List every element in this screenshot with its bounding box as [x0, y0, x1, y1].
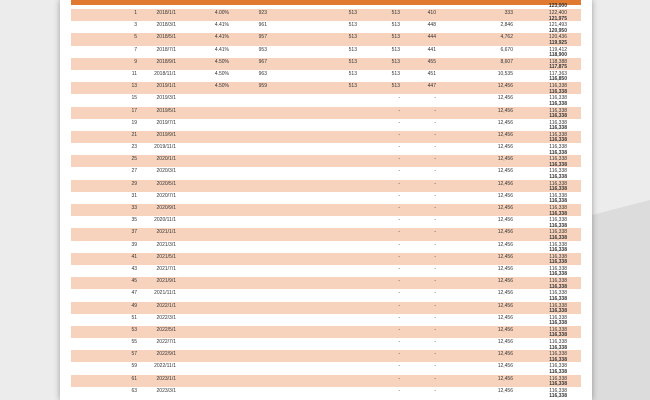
- cell-date: 2018/9/1: [156, 58, 176, 65]
- cell-c: 448: [427, 22, 436, 29]
- cell-b: -: [398, 180, 400, 187]
- cell-d: 6,670: [500, 46, 513, 53]
- cell-date: 2022/1/1: [156, 302, 176, 309]
- cell-b: -: [398, 205, 400, 211]
- cell-bal-out: 116,338: [549, 229, 567, 236]
- cell-c: -: [434, 351, 436, 358]
- cell-bal-out: 116,338: [549, 387, 567, 394]
- cell-rate: 4.41%: [214, 34, 229, 41]
- cell-date: 2020/11/1: [154, 217, 176, 224]
- table-row: [71, 82, 581, 94]
- cell-c: -: [434, 278, 436, 285]
- cell-bal-next: 116,338: [549, 271, 567, 278]
- cell-no: 49: [131, 302, 137, 309]
- cell-no: 33: [131, 205, 137, 211]
- cell-b: 513: [391, 10, 400, 16]
- cell-pay: 963: [258, 70, 267, 77]
- cell-bal-out: 116,338: [549, 144, 567, 151]
- cell-d: 12,456: [497, 168, 513, 175]
- table-row: [71, 216, 581, 228]
- cell-bal-out: 116,338: [549, 302, 567, 309]
- cell-b: -: [398, 387, 400, 394]
- cell-no: 51: [131, 314, 137, 321]
- cell-d: 4,762: [500, 34, 513, 41]
- cell-no: 41: [131, 253, 137, 260]
- cell-date: 2021/9/1: [156, 278, 176, 285]
- cell-c: 441: [427, 46, 436, 53]
- cell-d: 12,456: [497, 144, 513, 151]
- cell-bal-out: 120,436: [548, 34, 567, 41]
- cell-date: 2021/11/1: [154, 290, 176, 297]
- cell-a: 513: [348, 34, 357, 41]
- cell-c: -: [434, 144, 436, 151]
- cell-bal-out: 116,338: [549, 241, 567, 248]
- cell-bal-out: 116,338: [549, 375, 567, 382]
- cell-date: 2019/7/1: [156, 119, 176, 126]
- cell-a: 513: [348, 70, 357, 77]
- cell-bal-next: 116,338: [549, 173, 567, 180]
- cell-c: -: [434, 119, 436, 126]
- cell-a: 513: [348, 10, 357, 16]
- cell-no: 1: [134, 10, 137, 16]
- cell-b: -: [398, 375, 400, 382]
- cell-rate: 4.50%: [214, 83, 229, 90]
- cell-no: 63: [131, 387, 137, 394]
- cell-b: -: [398, 302, 400, 309]
- cell-date: 2019/5/1: [156, 107, 176, 114]
- table-row: [71, 314, 581, 326]
- cell-bal-out: 116,338: [549, 156, 567, 163]
- cell-no: 29: [131, 180, 137, 187]
- cell-d: 12,456: [497, 290, 513, 297]
- cell-bal-next: 121,975: [548, 15, 567, 22]
- cell-pay: 967: [258, 58, 267, 65]
- cell-d: 12,456: [497, 95, 513, 102]
- cell-no: 47: [131, 290, 137, 297]
- cell-date: 2018/5/1: [156, 34, 176, 41]
- cell-date: 2021/3/1: [156, 241, 176, 248]
- cell-no: 21: [131, 131, 137, 138]
- cell-b: -: [398, 253, 400, 260]
- cell-bal-next: 116,338: [549, 247, 567, 254]
- cell-b: 513: [391, 83, 400, 90]
- cell-date: 2020/7/1: [156, 192, 176, 199]
- table-row: [71, 204, 581, 216]
- cell-c: -: [434, 107, 436, 114]
- cell-a: 513: [348, 58, 357, 65]
- cell-date: 2018/3/1: [156, 22, 176, 29]
- cell-pay: 953: [258, 46, 267, 53]
- cell-d: 12,456: [497, 180, 513, 187]
- cell-b: 513: [391, 46, 400, 53]
- cell-bal-next: 116,338: [549, 368, 567, 375]
- table-row: [71, 9, 581, 21]
- cell-date: 2018/1/1: [156, 10, 176, 16]
- cell-d: 12,456: [497, 326, 513, 333]
- cell-no: 43: [131, 265, 137, 272]
- cell-date: 2022/11/1: [154, 363, 176, 370]
- cell-bal-out: 116,338: [549, 290, 567, 297]
- cell-d: 12,456: [497, 302, 513, 309]
- cell-c: 410: [427, 10, 436, 16]
- spreadsheet-page: [60, 0, 592, 400]
- opening-balance: 123,000: [548, 3, 567, 9]
- cell-bal-next: 116,338: [549, 149, 567, 156]
- cell-bal-next: 116,338: [549, 186, 567, 193]
- cell-c: 455: [427, 58, 436, 65]
- table-row: [71, 70, 581, 82]
- table-row: [71, 131, 581, 143]
- cell-no: 19: [131, 119, 137, 126]
- cell-a: 513: [348, 22, 357, 29]
- table-row: [71, 107, 581, 119]
- cell-pay: 961: [258, 22, 267, 29]
- table-row: [71, 33, 581, 45]
- cell-date: 2021/1/1: [156, 229, 176, 236]
- cell-d: 12,456: [497, 229, 513, 236]
- cell-bal-next: 120,950: [548, 27, 567, 34]
- table-row: [71, 46, 581, 58]
- cell-bal-next: 116,338: [549, 210, 567, 217]
- cell-a: 513: [348, 83, 357, 90]
- cell-date: 2019/9/1: [156, 131, 176, 138]
- cell-no: 3: [134, 22, 137, 29]
- cell-bal-out: 121,493: [548, 22, 567, 29]
- cell-b: -: [398, 265, 400, 272]
- cell-c: -: [434, 241, 436, 248]
- cell-no: 35: [131, 217, 137, 224]
- cell-no: 53: [131, 326, 137, 333]
- cell-no: 37: [131, 229, 137, 236]
- cell-no: 5: [134, 34, 137, 41]
- cell-date: 2022/9/1: [156, 351, 176, 358]
- cell-bal-next: 116,338: [549, 295, 567, 302]
- cell-bal-out: 116,338: [549, 217, 567, 224]
- cell-bal-next: 117,875: [549, 64, 567, 71]
- cell-d: 12,456: [497, 253, 513, 260]
- table-row: [71, 289, 581, 301]
- cell-bal-next: 116,338: [549, 393, 567, 400]
- cell-date: 2019/3/1: [156, 95, 176, 102]
- cell-c: -: [434, 302, 436, 309]
- cell-d: 12,456: [497, 278, 513, 285]
- cell-c: -: [434, 168, 436, 175]
- cell-date: 2022/3/1: [156, 314, 176, 321]
- cell-bal-out: 116,338: [549, 314, 567, 321]
- cell-bal-next: 116,338: [549, 198, 567, 205]
- cell-d: 12,456: [497, 314, 513, 321]
- cell-date: 2021/7/1: [156, 265, 176, 272]
- cell-no: 59: [131, 363, 137, 370]
- cell-bal-out: 118,388: [549, 58, 567, 65]
- cell-bal-next: 116,338: [549, 113, 567, 119]
- cell-rate: 4.50%: [214, 70, 229, 77]
- cell-bal-out: 119,412: [549, 46, 567, 53]
- table-row: [71, 143, 581, 155]
- cell-bal-next: 116,338: [549, 222, 567, 229]
- cell-c: -: [434, 265, 436, 272]
- cell-c: -: [434, 156, 436, 163]
- table-row: [71, 241, 581, 253]
- cell-date: 2020/5/1: [156, 180, 176, 187]
- table-row: [71, 326, 581, 338]
- table-row: [71, 155, 581, 167]
- cell-bal-out: 116,338: [549, 107, 567, 114]
- cell-d: 12,456: [497, 205, 513, 211]
- cell-b: 513: [391, 34, 400, 41]
- cell-bal-next: 116,338: [549, 259, 567, 266]
- cell-no: 7: [134, 46, 137, 53]
- cell-d: 12,456: [497, 156, 513, 163]
- cell-date: 2018/7/1: [156, 46, 176, 53]
- cell-no: 11: [131, 70, 137, 77]
- cell-pay: 957: [258, 34, 267, 41]
- cell-date: 2021/5/1: [156, 253, 176, 260]
- cell-c: -: [434, 205, 436, 211]
- cell-no: 57: [131, 351, 137, 358]
- cell-bal-next: 119,925: [549, 39, 567, 46]
- cell-date: 2020/1/1: [156, 156, 176, 163]
- table-row: [71, 265, 581, 277]
- cell-bal-out: 116,338: [549, 278, 567, 285]
- cell-b: -: [398, 278, 400, 285]
- cell-bal-next: 116,338: [549, 344, 567, 351]
- cell-c: -: [434, 314, 436, 321]
- cell-no: 27: [131, 168, 137, 175]
- cell-bal-next: 116,338: [549, 234, 567, 241]
- cell-b: -: [398, 156, 400, 163]
- cell-c: -: [434, 131, 436, 138]
- cell-rate: 4.00%: [214, 10, 229, 16]
- cell-rate: 4.50%: [214, 58, 229, 65]
- cell-date: 2018/11/1: [154, 70, 176, 77]
- cell-c: -: [434, 217, 436, 224]
- cell-no: 9: [134, 58, 137, 65]
- cell-d: 12,456: [497, 241, 513, 248]
- cell-c: -: [434, 375, 436, 382]
- cell-c: -: [434, 192, 436, 199]
- cell-date: 2020/3/1: [156, 168, 176, 175]
- cell-bal-out: 117,363: [549, 70, 567, 77]
- cell-bal-out: 116,338: [549, 131, 567, 138]
- table-row: [71, 253, 581, 265]
- cell-rate: 4.41%: [214, 46, 229, 53]
- cell-c: 447: [427, 83, 436, 90]
- cell-bal-out: 116,338: [549, 265, 567, 272]
- cell-date: 2022/5/1: [156, 326, 176, 333]
- cell-c: -: [434, 253, 436, 260]
- cell-d: 12,456: [497, 351, 513, 358]
- cell-b: -: [398, 192, 400, 199]
- cell-b: -: [398, 314, 400, 321]
- cell-bal-next: 118,900: [549, 52, 567, 59]
- cell-d: 12,456: [497, 83, 513, 90]
- cell-c: -: [434, 387, 436, 394]
- cell-bal-next: 116,338: [549, 283, 567, 290]
- cell-bal-out: 116,338: [549, 192, 567, 199]
- table-row: [71, 21, 581, 33]
- cell-date: 2019/1/1: [156, 83, 176, 90]
- cell-no: 39: [131, 241, 137, 248]
- table-row: [71, 192, 581, 204]
- table-row: [71, 119, 581, 131]
- cell-pay: 923: [258, 10, 267, 16]
- cell-date: 2019/11/1: [154, 144, 176, 151]
- table-row: [71, 94, 581, 106]
- table-row: [71, 228, 581, 240]
- cell-bal-next: 116,850: [549, 76, 567, 83]
- cell-bal-next: 116,338: [549, 100, 567, 107]
- cell-bal-out: 116,338: [549, 205, 567, 211]
- cell-c: -: [434, 229, 436, 236]
- cell-b: -: [398, 119, 400, 126]
- cell-b: -: [398, 241, 400, 248]
- cell-date: 2020/9/1: [156, 205, 176, 211]
- cell-d: 8,607: [500, 58, 513, 65]
- cell-pay: 959: [258, 83, 267, 90]
- cell-c: -: [434, 290, 436, 297]
- cell-bal-out: 116,338: [549, 119, 567, 126]
- cell-d: 2,846: [500, 22, 513, 29]
- cell-bal-next: 116,338: [549, 320, 567, 327]
- cell-b: -: [398, 339, 400, 346]
- table-row: [71, 302, 581, 314]
- cell-d: 10,535: [497, 70, 513, 77]
- loan-schedule-table: [71, 0, 581, 399]
- cell-d: 333: [504, 10, 513, 16]
- cell-b: -: [398, 326, 400, 333]
- cell-bal-next: 116,338: [549, 125, 567, 132]
- cell-no: 31: [131, 192, 137, 199]
- cell-bal-next: 116,338: [549, 332, 567, 339]
- cell-b: 513: [391, 58, 400, 65]
- cell-c: -: [434, 363, 436, 370]
- cell-c: -: [434, 326, 436, 333]
- cell-no: 25: [131, 156, 137, 163]
- cell-no: 17: [131, 107, 137, 114]
- cell-c: 451: [427, 70, 436, 77]
- table-row: [71, 58, 581, 70]
- cell-bal-out: 116,338: [549, 95, 567, 102]
- cell-b: -: [398, 229, 400, 236]
- cell-bal-next: 116,338: [549, 308, 567, 314]
- cell-d: 12,456: [497, 265, 513, 272]
- cell-bal-out: 116,338: [549, 180, 567, 187]
- cell-d: 12,456: [497, 375, 513, 382]
- cell-d: 12,456: [497, 107, 513, 114]
- cell-b: -: [398, 351, 400, 358]
- cell-bal-out: 116,338: [549, 339, 567, 346]
- cell-b: 513: [391, 70, 400, 77]
- cell-no: 55: [131, 339, 137, 346]
- cell-bal-out: 116,338: [549, 351, 567, 358]
- cell-a: 513: [348, 46, 357, 53]
- cell-bal-next: 116,338: [549, 161, 567, 168]
- cell-bal-out: 116,338: [549, 168, 567, 175]
- table-row: [71, 362, 581, 374]
- cell-date: 2023/3/1: [156, 387, 176, 394]
- cell-no: 45: [131, 278, 137, 285]
- table-row: [71, 387, 581, 399]
- cell-bal-out: 116,338: [549, 363, 567, 370]
- cell-bal-out: 116,338: [549, 326, 567, 333]
- cell-c: -: [434, 339, 436, 346]
- table-row: [71, 338, 581, 350]
- cell-b: -: [398, 363, 400, 370]
- cell-bal-next: 116,338: [549, 381, 567, 388]
- cell-d: 12,456: [497, 387, 513, 394]
- table-row: [71, 167, 581, 179]
- cell-b: -: [398, 144, 400, 151]
- cell-d: 12,456: [497, 192, 513, 199]
- cell-b: -: [398, 290, 400, 297]
- cell-c: 444: [427, 34, 436, 41]
- cell-d: 12,456: [497, 339, 513, 346]
- cell-date: 2023/1/1: [156, 375, 176, 382]
- cell-c: -: [434, 180, 436, 187]
- cell-bal-out: 116,338: [549, 83, 567, 90]
- table-row: [71, 350, 581, 362]
- cell-no: 13: [131, 83, 137, 90]
- cell-d: 12,456: [497, 363, 513, 370]
- cell-b: -: [398, 107, 400, 114]
- cell-b: -: [398, 95, 400, 102]
- cell-d: 12,456: [497, 217, 513, 224]
- cell-c: -: [434, 95, 436, 102]
- cell-b: 513: [391, 22, 400, 29]
- cell-bal-next: 116,338: [549, 137, 567, 144]
- table-row: [71, 277, 581, 289]
- cell-date: 2022/7/1: [156, 339, 176, 346]
- table-row: [71, 375, 581, 387]
- cell-no: 23: [131, 144, 137, 151]
- cell-bal-out: 116,338: [549, 253, 567, 260]
- cell-no: 61: [131, 375, 137, 382]
- cell-bal-next: 116,338: [549, 88, 567, 95]
- cell-d: 12,456: [497, 131, 513, 138]
- cell-rate: 4.41%: [214, 22, 229, 29]
- cell-b: -: [398, 217, 400, 224]
- cell-b: -: [398, 131, 400, 138]
- cell-no: 15: [131, 95, 137, 102]
- cell-b: -: [398, 168, 400, 175]
- cell-d: 12,456: [497, 119, 513, 126]
- cell-bal-next: 116,338: [549, 356, 567, 363]
- table-row: [71, 180, 581, 192]
- cell-bal-out: 122,400: [548, 10, 567, 16]
